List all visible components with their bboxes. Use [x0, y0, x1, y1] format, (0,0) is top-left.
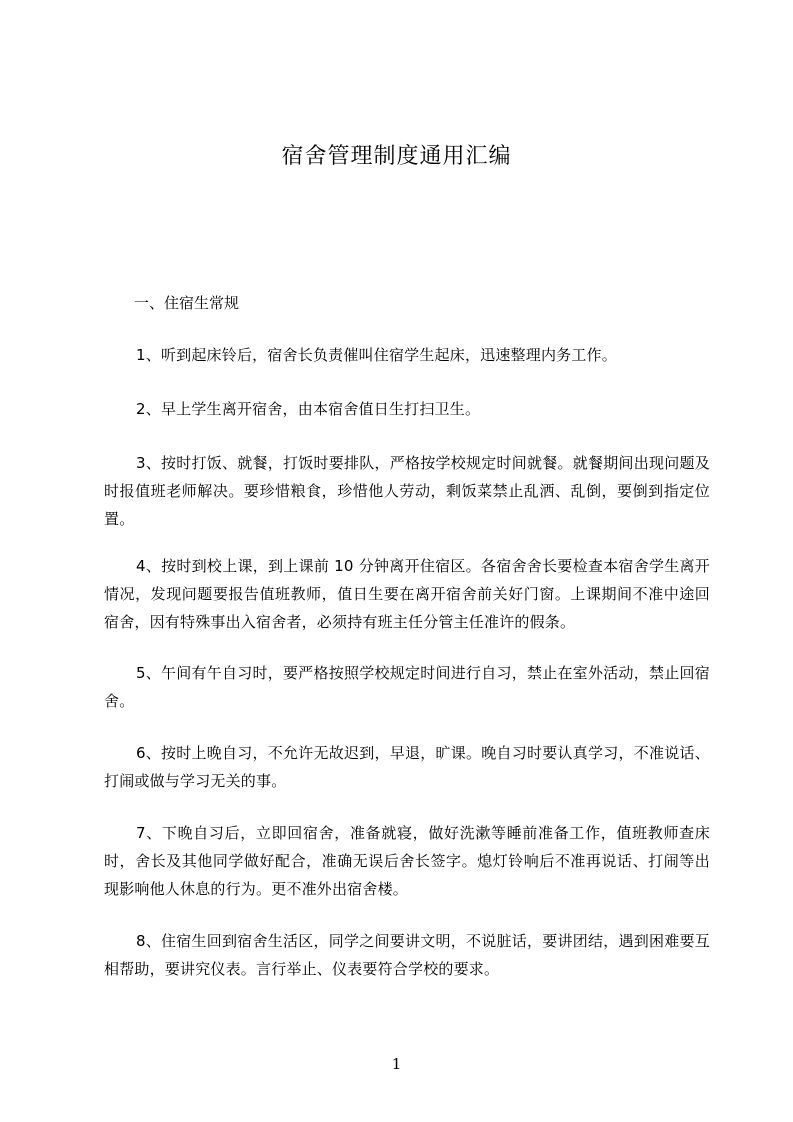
document-title: 宿舍管理制度通用汇编 — [281, 144, 512, 169]
paragraph-4: 4、按时到校上课，到上课前 10 分钟离开住宿区。各宿舍舍长要检查本宿舍学生离开情况，发现问题要报告值班教师，值日生要在离开宿舍前关好门窗。上课期间不准中途回宿舍，因有特殊事出入宿舍者，必须持有班主任分管主任准许的假条。 — [104, 557, 710, 631]
page-number: 1 — [391, 1055, 402, 1073]
paragraph-1: 1、听到起床铃后，宿舍长负责催叫住宿学生起床，迅速整理内务工作。 — [136, 346, 617, 364]
paragraph-6: 6、按时上晚自习，不允许无故迟到，早退，旷课。晚自习时要认真学习，不准说话、打闹或做与学习无关的事。 — [104, 744, 710, 790]
paragraph-8: 8、住宿生回到宿舍生活区，同学之间要讲文明，不说脏话，要讲团结，遇到困难要互相帮助，要讲究仪表。言行举止、仪表要符合学校的要求。 — [104, 932, 710, 978]
paragraph-5: 5、午间有午自习时，要严格按照学校规定时间进行自习，禁止在室外活动，禁止回宿舍。 — [104, 664, 710, 710]
paragraph-7: 7、下晚自习后，立即回宿舍，准备就寝，做好洗漱等睡前准备工作，值班教师查床时，舍长及其他同学做好配合，准确无误后舍长签字。熄灯铃响后不准再说话、打闹等出现影响他人休息的行为。更不准外出宿舍楼。 — [104, 824, 710, 898]
paragraph-3: 3、按时打饭、就餐，打饭时要排队，严格按学校规定时间就餐。就餐期间出现问题及时报值班老师解决。要珍惜粮食，珍惜他人劳动，剩饭菜禁止乱洒、乱倒，要倒到指定位置。 — [104, 454, 710, 528]
paragraph-2: 2、早上学生离开宿舍，由本宿舍值日生打扫卫生。 — [136, 400, 481, 418]
section-heading: 一、住宿生常规 — [134, 294, 240, 312]
